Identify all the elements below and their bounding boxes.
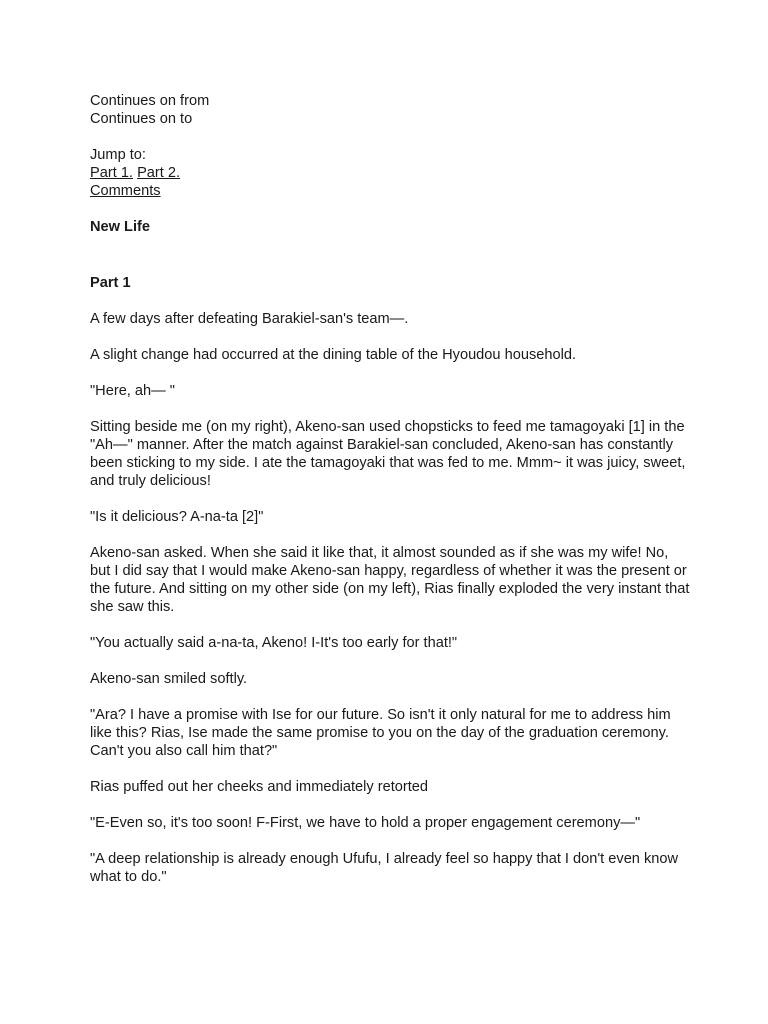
continues-from-text: Continues on from [90, 93, 210, 109]
paragraph: "A deep relationship is already enough Ufufu, I already feel so happy that I don't even know what to do." [90, 851, 679, 885]
paragraph: A slight change had occurred at the dining table of the Hyoudou household. [90, 347, 576, 363]
paragraph: Sitting beside me (on my right), Akeno-san used chopsticks to feed me tamagoyaki [1] in the "Ah—" manner. After the match against Barakiel-san concluded, Akeno-san has constantly been sticking to my side. I ate the tamagoyaki that was fed to me. Mmm~ it was juicy, sweet, and truly delicious! [90, 419, 686, 489]
paragraph: "Here, ah— " [90, 383, 175, 399]
jump-to-label: Jump to: [90, 147, 146, 163]
document-page [90, 92, 690, 886]
paragraph: "Ara? I have a promise with Ise for our future. So isn't it only natural for me to address him like this? Rias, Ise made the same promise to you on the day of the graduation ceremony. Can't you also call him that?" [90, 707, 671, 759]
comments-link-row [90, 182, 690, 200]
paragraph: Rias puffed out her cheeks and immediately retorted [90, 779, 429, 795]
section-title: Part 1 [90, 275, 131, 291]
comments-link[interactable]: Comments [90, 183, 161, 199]
paragraph: "You actually said a-na-ta, Akeno! I-It's too early for that!" [90, 635, 458, 651]
paragraph: "Is it delicious? A-na-ta [2]" [90, 509, 264, 525]
jump-links-row [90, 164, 690, 182]
paragraph: Akeno-san asked. When she said it like that, it almost sounded as if she was my wife! No, but I did say that I would make Akeno-san happy, regardless of whether it was the present or the future. And sitting on my other side (on my left), Rias finally exploded the very instant that she saw this. [90, 545, 690, 615]
paragraph: A few days after defeating Barakiel-san's team—. [90, 311, 409, 327]
paragraph: Akeno-san smiled softly. [90, 671, 248, 687]
part2-link[interactable]: Part 2. [137, 165, 181, 181]
paragraph: "E-Even so, it's too soon! F-First, we have to hold a proper engagement ceremony—" [90, 815, 641, 831]
part1-link[interactable]: Part 1. [90, 165, 133, 181]
continues-to-text: Continues on to [90, 111, 193, 127]
chapter-title: New Life [90, 219, 151, 235]
